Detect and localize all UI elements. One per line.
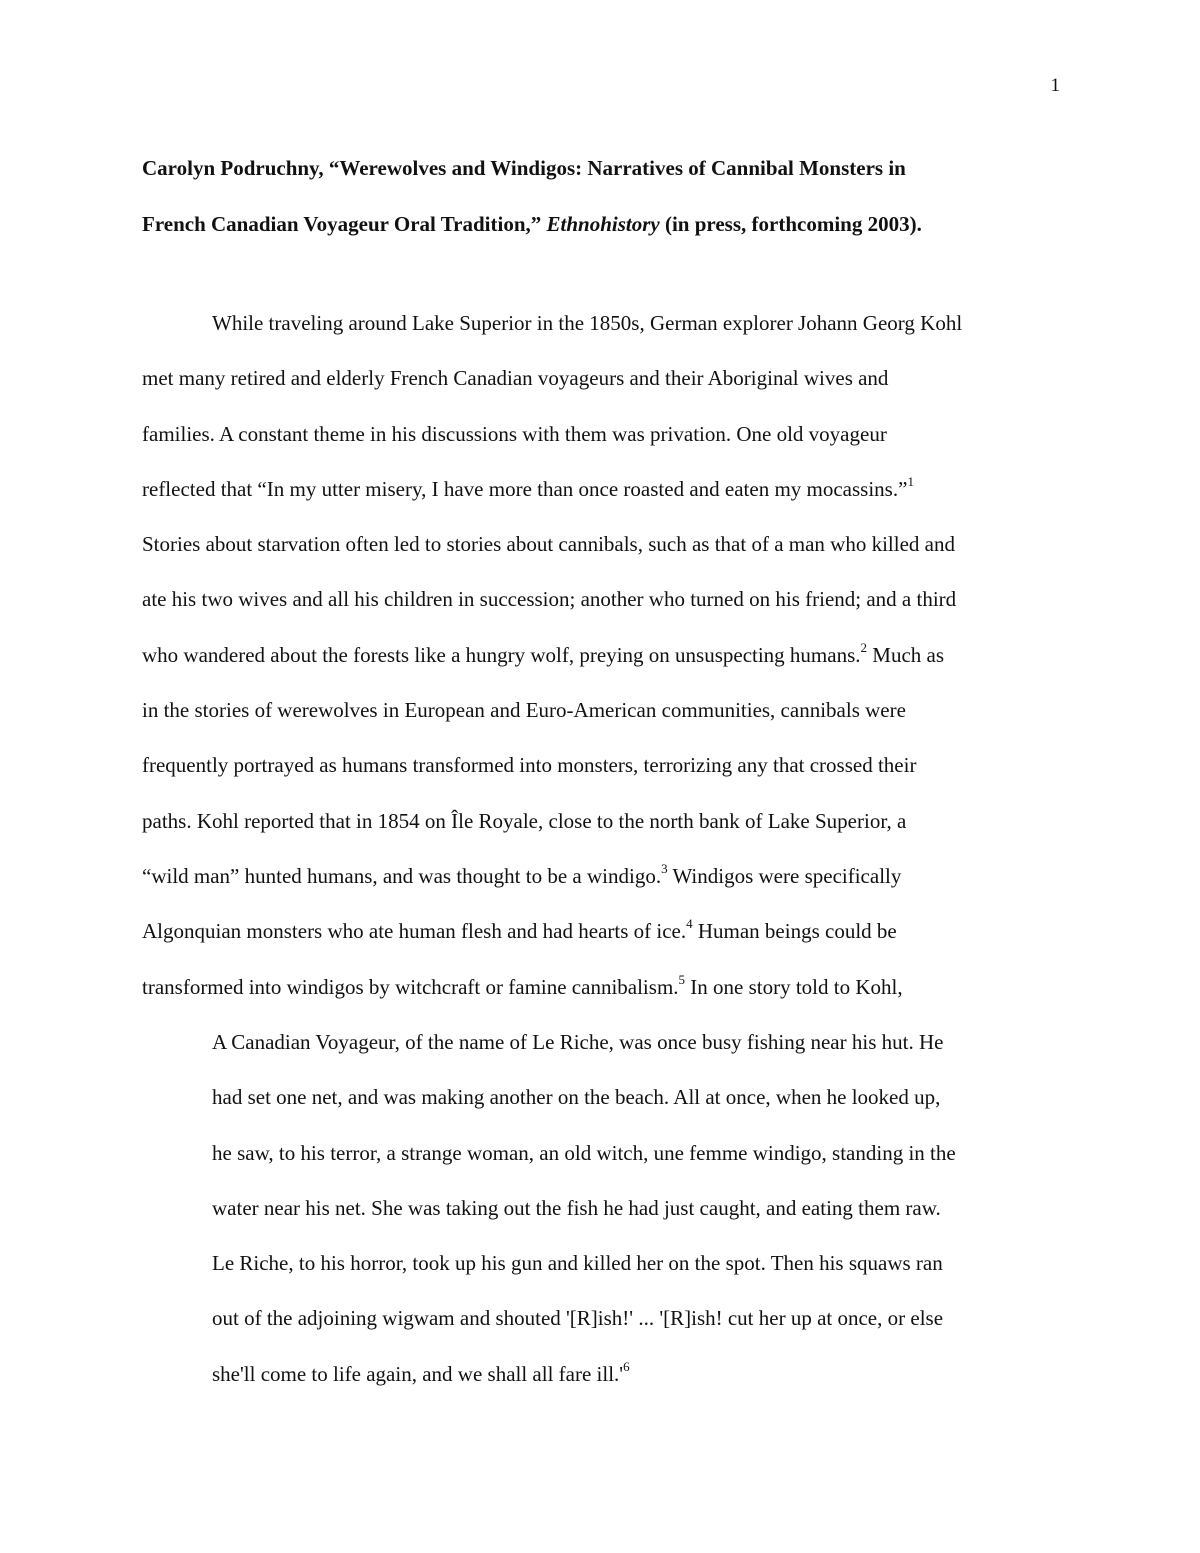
page-number: 1 <box>1050 75 1060 96</box>
body-line-10: paths. Kohl reported that in 1854 on Île Royale, close to the north bank of Lake Superior, a <box>142 808 907 833</box>
body-line-12-post: Human beings could be <box>692 919 897 944</box>
body-line-12-pre: Algonquian monsters who ate human flesh and had hearts of ice. <box>142 919 687 944</box>
body-line-13-pre: transformed into windigos by witchcraft or famine cannibalism. <box>142 974 679 999</box>
footnote-marker-4[interactable]: 4 <box>686 916 693 932</box>
block-quote <box>212 1015 1072 1402</box>
quote-line-1: A Canadian Voyageur, of the name of Le Riche, was once busy fishing near his hut. He <box>212 1030 944 1054</box>
body-line-7-pre: who wandered about the forests like a hungry wolf, preying on unsuspecting humans. <box>142 642 861 667</box>
body-line-1: While traveling around Lake Superior in the 1850s, German explorer Johann Georg Kohl <box>212 311 963 335</box>
body-line-7 <box>142 628 1072 683</box>
body-paragraph <box>142 296 1072 1015</box>
body-line-4 <box>142 462 1072 517</box>
body-line-11-post: Windigos were specifically <box>667 863 902 888</box>
body-line-3: families. A constant theme in his discussions with them was privation. One old voyageur <box>142 421 887 446</box>
quote-line-2: had set one net, and was making another on the beach. All at once, when he looked up, <box>212 1085 941 1110</box>
quote-line-3: he saw, to his terror, a strange woman, an old witch, une femme windigo, standing in the <box>212 1140 956 1165</box>
footnote-marker-6[interactable]: 6 <box>623 1358 630 1374</box>
citation-line-2-pre: French Canadian Voyageur Oral Tradition,” <box>142 212 547 236</box>
body-line-11 <box>142 849 1072 904</box>
quote-line-7 <box>212 1347 1072 1402</box>
body-line-8: in the stories of werewolves in European and Euro-American communities, cannibals were <box>142 698 906 723</box>
quote-line-6: out of the adjoining wigwam and shouted '[R]ish!' ... '[R]ish! cut her up at once, or else <box>212 1306 944 1331</box>
body-line-4-text: reflected that “In my utter misery, I have more than once roasted and eaten my mocassins.” <box>142 476 908 501</box>
body-line-13-post: In one story told to Kohl, <box>685 974 903 999</box>
body-line-12 <box>142 904 1072 959</box>
body-line-2: met many retired and elderly French Canadian voyageurs and their Aboriginal wives and <box>142 366 889 391</box>
citation-line-2 <box>142 196 1072 252</box>
quote-line-4: water near his net. She was taking out the fish he had just caught, and eating them raw. <box>212 1195 941 1220</box>
citation-line-2-post: (in press, forthcoming 2003). <box>659 212 922 236</box>
citation-line-1: Carolyn Podruchny, “Werewolves and Windigos: Narratives of Cannibal Monsters in <box>142 156 906 180</box>
citation-heading <box>142 140 1072 252</box>
quote-line-5: Le Riche, to his horror, took up his gun and killed her on the spot. Then his squaws ran <box>212 1251 943 1276</box>
footnote-marker-1[interactable]: 1 <box>907 473 914 489</box>
journal-title: Ethnohistory <box>546 212 660 236</box>
footnote-marker-3[interactable]: 3 <box>661 860 668 876</box>
body-line-6: ate his two wives and all his children in succession; another who turned on his friend; and a third <box>142 587 957 612</box>
body-line-11-pre: “wild man” hunted humans, and was thought to be a windigo. <box>142 863 662 888</box>
body-line-7-post: Much as <box>867 642 945 667</box>
quote-line-7-text: she'll come to life again, and we shall all fare ill.' <box>212 1361 624 1386</box>
body-line-13 <box>142 960 1072 1015</box>
body-line-9: frequently portrayed as humans transformed into monsters, terrorizing any that crossed their <box>142 753 917 778</box>
footnote-marker-2[interactable]: 2 <box>860 639 868 655</box>
body-line-5: Stories about starvation often led to stories about cannibals, such as that of a man who killed and <box>142 532 955 557</box>
footnote-marker-5[interactable]: 5 <box>678 971 686 987</box>
